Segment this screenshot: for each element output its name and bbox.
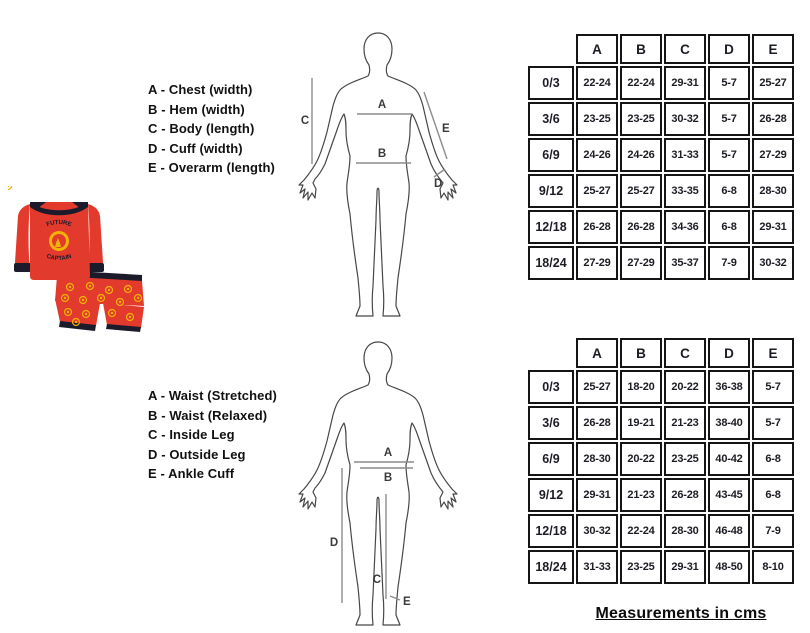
measurement-cell: 28-30 <box>664 514 706 548</box>
size-row <box>528 550 794 584</box>
measurement-cell: 34-36 <box>664 210 706 244</box>
size-table-top <box>526 32 796 282</box>
measurement-cell: 26-28 <box>664 478 706 512</box>
bottom-measure-legend <box>148 386 277 484</box>
size-row <box>528 406 794 440</box>
legend-item: B - Hem (width) <box>148 101 245 117</box>
measurement-cell: 22-24 <box>620 514 662 548</box>
size-row <box>528 138 794 172</box>
age-size-label: 12/18 <box>528 514 574 548</box>
measurement-cell: 18-20 <box>620 370 662 404</box>
age-size-label: 6/9 <box>528 138 574 172</box>
age-size-label: 18/24 <box>528 550 574 584</box>
measurement-cell: 29-31 <box>664 550 706 584</box>
header-row <box>528 34 794 64</box>
measurement-cell: 23-25 <box>576 102 618 136</box>
measure-column-header: A <box>576 338 618 368</box>
legend-item: E - Ankle Cuff <box>148 466 235 481</box>
measurement-cell: 28-30 <box>576 442 618 476</box>
diagram-label-E: E <box>442 123 450 135</box>
measurement-cell: 5-7 <box>752 406 794 440</box>
measurement-cell: 29-31 <box>664 66 706 100</box>
diagram-label-E: E <box>403 596 411 608</box>
measurement-cell: 27-29 <box>576 246 618 280</box>
measurement-cell: 7-9 <box>708 246 750 280</box>
measurement-cell: 29-31 <box>576 478 618 512</box>
legend-item: A - Waist (Stretched) <box>148 388 277 403</box>
measure-column-header: C <box>664 34 706 64</box>
body-diagram-bottom <box>298 337 458 627</box>
age-size-label: 12/18 <box>528 210 574 244</box>
measurement-cell: 25-27 <box>752 66 794 100</box>
age-size-label: 0/3 <box>528 370 574 404</box>
measure-column-header: B <box>620 34 662 64</box>
diagram-label-B: B <box>383 472 393 484</box>
measurement-cell: 5-7 <box>708 138 750 172</box>
measurement-cell: 23-25 <box>620 102 662 136</box>
measurement-cell: 6-8 <box>708 174 750 208</box>
diagram-label-B: B <box>377 148 387 160</box>
age-size-label: 3/6 <box>528 406 574 440</box>
measurement-cell: 25-27 <box>576 174 618 208</box>
measurement-cell: 20-22 <box>664 370 706 404</box>
diagram-label-A: A <box>383 447 393 459</box>
age-size-label: 9/12 <box>528 174 574 208</box>
measurement-cell: 20-22 <box>620 442 662 476</box>
diagram-label-D: D <box>434 178 443 190</box>
legend-item: D - Outside Leg <box>148 446 246 462</box>
measurement-cell: 24-26 <box>576 138 618 172</box>
measurement-cell: 28-30 <box>752 174 794 208</box>
table-corner <box>528 338 574 368</box>
size-row <box>528 246 794 280</box>
measurement-cell: 5-7 <box>752 370 794 404</box>
measurement-cell: 29-31 <box>752 210 794 244</box>
measurement-cell: 27-29 <box>620 246 662 280</box>
measurement-cell: 35-37 <box>664 246 706 280</box>
measurement-cell: 6-8 <box>708 210 750 244</box>
shirt-slogan-top: FUTURE <box>45 219 73 229</box>
measurement-cell: 30-32 <box>752 246 794 280</box>
size-row <box>528 370 794 404</box>
measurement-cell: 23-25 <box>664 442 706 476</box>
diagram-label-C: C <box>300 115 310 127</box>
size-row <box>528 442 794 476</box>
measurements-unit-note: Measurements in cms <box>595 605 767 622</box>
measure-column-header: D <box>708 338 750 368</box>
measurement-cell: 22-24 <box>620 66 662 100</box>
measurement-cell: 31-33 <box>664 138 706 172</box>
diagram-label-C: C <box>372 574 381 586</box>
age-size-label: 3/6 <box>528 102 574 136</box>
age-size-label: 9/12 <box>528 478 574 512</box>
measurement-cell: 26-28 <box>620 210 662 244</box>
measure-column-header: B <box>620 338 662 368</box>
measurement-cell: 5-7 <box>708 66 750 100</box>
diagram-label-A: A <box>377 99 387 111</box>
measurement-cell: 7-9 <box>752 514 794 548</box>
measurement-cell: 26-28 <box>576 210 618 244</box>
measurement-cell: 27-29 <box>752 138 794 172</box>
measurement-cell: 48-50 <box>708 550 750 584</box>
measurement-cell: 19-21 <box>620 406 662 440</box>
legend-item: E - Overarm (length) <box>148 160 275 175</box>
legend-item: C - Inside Leg <box>148 427 235 442</box>
table-corner <box>528 34 574 64</box>
measurement-cell: 23-25 <box>620 550 662 584</box>
measurement-cell: 26-28 <box>752 102 794 136</box>
top-measure-legend <box>148 80 275 178</box>
measurement-cell: 46-48 <box>708 514 750 548</box>
measure-column-header: A <box>576 34 618 64</box>
measurement-cell: 21-23 <box>620 478 662 512</box>
measurement-cell: 8-10 <box>752 550 794 584</box>
header-row <box>528 338 794 368</box>
measure-column-header: E <box>752 34 794 64</box>
measurement-cell: 25-27 <box>576 370 618 404</box>
size-table-bottom <box>526 336 796 586</box>
size-row <box>528 210 794 244</box>
measurement-cell: 21-23 <box>664 406 706 440</box>
measurement-cell: 22-24 <box>576 66 618 100</box>
measure-column-header: E <box>752 338 794 368</box>
measure-column-header: D <box>708 34 750 64</box>
measurement-cell: 36-38 <box>708 370 750 404</box>
measurement-cell: 26-28 <box>576 406 618 440</box>
body-diagram-top <box>298 28 458 318</box>
measurement-cell: 31-33 <box>576 550 618 584</box>
size-row <box>528 514 794 548</box>
size-row <box>528 174 794 208</box>
legend-item: B - Waist (Relaxed) <box>148 407 268 423</box>
measurement-cell: 6-8 <box>752 442 794 476</box>
measurement-cell: 24-26 <box>620 138 662 172</box>
measurement-cell: 6-8 <box>752 478 794 512</box>
age-size-label: 0/3 <box>528 66 574 100</box>
shirt-slogan-bottom: CAPTAIN <box>45 253 73 263</box>
legend-item: C - Body (length) <box>148 121 255 136</box>
age-size-label: 18/24 <box>528 246 574 280</box>
measurement-cell: 30-32 <box>664 102 706 136</box>
size-row <box>528 66 794 100</box>
measurement-cell: 33-35 <box>664 174 706 208</box>
human-figure-outline <box>299 33 457 316</box>
pyjama-top-graphic <box>14 202 104 280</box>
legend-item: D - Cuff (width) <box>148 140 243 156</box>
size-row <box>528 478 794 512</box>
age-size-label: 6/9 <box>528 442 574 476</box>
measurement-cell: 40-42 <box>708 442 750 476</box>
measurement-cell: 30-32 <box>576 514 618 548</box>
legend-item: A - Chest (width) <box>148 82 253 97</box>
size-row <box>528 102 794 136</box>
measure-column-header: C <box>664 338 706 368</box>
measurement-cell: 43-45 <box>708 478 750 512</box>
diagram-label-D: D <box>329 537 339 549</box>
club-crest <box>49 231 69 251</box>
measurement-cell: 25-27 <box>620 174 662 208</box>
product-photo-pyjama-set <box>8 186 148 332</box>
measurement-cell: 5-7 <box>708 102 750 136</box>
measurement-cell: 38-40 <box>708 406 750 440</box>
